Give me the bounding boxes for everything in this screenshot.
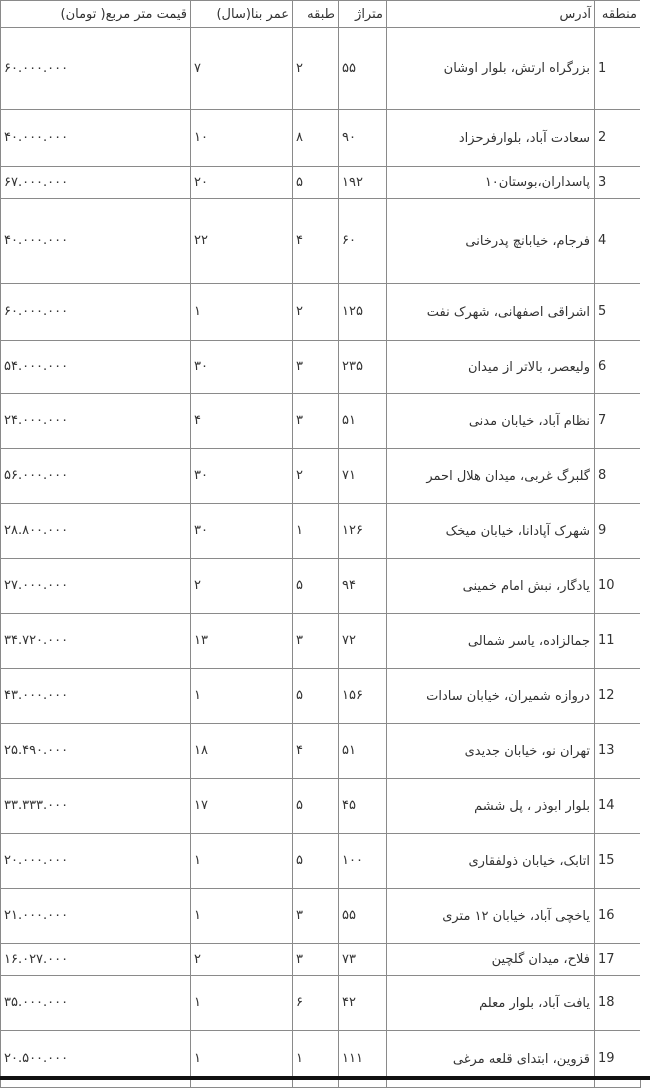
cell-age: ۲ [191,944,293,976]
table-header-row [1,1,641,28]
cell-area: ۱۲۵ [339,284,387,341]
cell-floor: ۲ [293,28,339,110]
cell-price: ۲۵.۴۹۰.۰۰۰ [1,724,191,779]
cell-area: ۵۱ [339,394,387,449]
table-body [1,28,641,1088]
cell-region: 4 [595,199,641,284]
cell-region: 8 [595,449,641,504]
table-row [1,779,641,834]
cell-address: سعادت آباد، بلوارفرحزاد [387,110,595,167]
cell-address: اشراقی اصفهانی، شهرک نفت [387,284,595,341]
cell-age: ۱۸ [191,724,293,779]
cell-area: ۴۲ [339,976,387,1031]
cell-floor: ۱ [293,1031,339,1088]
cell-area: ۱۱۱ [339,1031,387,1088]
cell-floor: ۲ [293,449,339,504]
cell-floor: ۳ [293,614,339,669]
cell-address: یاخچی آباد، خیابان ۱۲ متری [387,889,595,944]
cell-floor: ۲ [293,284,339,341]
cell-floor: ۳ [293,394,339,449]
cell-region: 10 [595,559,641,614]
cell-area: ۱۹۲ [339,167,387,199]
cell-floor: ۴ [293,199,339,284]
cell-floor: ۱ [293,504,339,559]
bottom-border-line [0,1076,650,1080]
cell-area: ۴۵ [339,779,387,834]
cell-age: ۱۳ [191,614,293,669]
table-row [1,167,641,199]
cell-area: ۷۳ [339,944,387,976]
cell-address: دروازه شمیران، خیابان سادات [387,669,595,724]
cell-area: ۷۲ [339,614,387,669]
cell-address: جمالزاده، یاسر شمالی [387,614,595,669]
cell-address: بلوار ابوذر ، پل ششم [387,779,595,834]
cell-region: 5 [595,284,641,341]
cell-price: ۲۷.۰۰۰.۰۰۰ [1,559,191,614]
cell-area: ۲۳۵ [339,341,387,394]
cell-region: 3 [595,167,641,199]
cell-floor: ۳ [293,944,339,976]
table-row [1,944,641,976]
table-row [1,834,641,889]
cell-address: یادگار، نبش امام خمینی [387,559,595,614]
table-row [1,394,641,449]
cell-address: فرجام، خیابانچ پدرخانی [387,199,595,284]
table-row [1,504,641,559]
cell-address: بزرگراه ارتش، بلوار اوشان [387,28,595,110]
table-row [1,284,641,341]
cell-floor: ۳ [293,889,339,944]
header-area: متراژ [339,1,387,28]
cell-area: ۷۱ [339,449,387,504]
cell-address: شهرک آپادانا، خیابان میخک [387,504,595,559]
table-row [1,341,641,394]
cell-age: ۴ [191,394,293,449]
cell-address: یافت آباد، بلوار معلم [387,976,595,1031]
cell-area: ۵۵ [339,889,387,944]
cell-price: ۲۰.۰۰۰.۰۰۰ [1,834,191,889]
cell-price: ۵۶.۰۰۰.۰۰۰ [1,449,191,504]
cell-floor: ۵ [293,669,339,724]
cell-floor: ۵ [293,779,339,834]
cell-region: 7 [595,394,641,449]
table-row [1,559,641,614]
cell-price: ۴۳.۰۰۰.۰۰۰ [1,669,191,724]
table-row [1,976,641,1031]
cell-price: ۳۵.۰۰۰.۰۰۰ [1,976,191,1031]
cell-age: ۷ [191,28,293,110]
cell-price: ۶۰.۰۰۰.۰۰۰ [1,28,191,110]
cell-address: ولیعصر، بالاتر از میدان [387,341,595,394]
table-row [1,614,641,669]
cell-age: ۲۲ [191,199,293,284]
header-region: منطقه [595,1,641,28]
cell-region: 17 [595,944,641,976]
cell-floor: ۵ [293,559,339,614]
cell-floor: ۶ [293,976,339,1031]
cell-floor: ۵ [293,834,339,889]
cell-area: ۱۲۶ [339,504,387,559]
table-row [1,449,641,504]
cell-region: 9 [595,504,641,559]
cell-price: ۱۶.۰۲۷.۰۰۰ [1,944,191,976]
cell-age: ۱۰ [191,110,293,167]
cell-floor: ۳ [293,341,339,394]
table-row [1,199,641,284]
cell-address: گلبرگ غربی، میدان هلال احمر [387,449,595,504]
cell-age: ۲۰ [191,167,293,199]
cell-region: 19 [595,1031,641,1088]
cell-age: ۳۰ [191,504,293,559]
cell-area: ۱۰۰ [339,834,387,889]
cell-area: ۹۰ [339,110,387,167]
cell-area: ۵۵ [339,28,387,110]
table-row [1,28,641,110]
cell-region: 1 [595,28,641,110]
header-floor: طبقه [293,1,339,28]
cell-area: ۶۰ [339,199,387,284]
header-age: عمر بنا(سال) [191,1,293,28]
cell-price: ۶۷.۰۰۰.۰۰۰ [1,167,191,199]
table-row [1,110,641,167]
cell-age: ۳۰ [191,341,293,394]
cell-age: ۳۰ [191,449,293,504]
cell-region: 16 [595,889,641,944]
cell-age: ۱ [191,834,293,889]
cell-price: ۲۴.۰۰۰.۰۰۰ [1,394,191,449]
cell-area: ۱۵۶ [339,669,387,724]
cell-region: 12 [595,669,641,724]
table-row [1,669,641,724]
cell-address: نظام آباد، خیابان مدنی [387,394,595,449]
cell-price: ۴۰.۰۰۰.۰۰۰ [1,199,191,284]
cell-address: تهران نو، خیابان جدیدی [387,724,595,779]
cell-address: فلاح، میدان گلچین [387,944,595,976]
cell-address: پاسداران،بوستان۱۰ [387,167,595,199]
page-right-margin [640,0,650,1080]
cell-region: 18 [595,976,641,1031]
cell-region: 6 [595,341,641,394]
cell-area: ۵۱ [339,724,387,779]
cell-floor: ۸ [293,110,339,167]
cell-age: ۱ [191,284,293,341]
header-price: قیمت متر مربع( تومان) [1,1,191,28]
cell-price: ۲۸.۸۰۰.۰۰۰ [1,504,191,559]
table-row [1,889,641,944]
cell-price: ۳۴.۷۲۰.۰۰۰ [1,614,191,669]
cell-price: ۲۱.۰۰۰.۰۰۰ [1,889,191,944]
cell-age: ۱ [191,1031,293,1088]
cell-address: اتابک، خیابان ذولفقاری [387,834,595,889]
cell-age: ۱ [191,669,293,724]
cell-region: 15 [595,834,641,889]
cell-address: قزوین، ابتدای قلعه مرغی [387,1031,595,1088]
cell-age: ۱ [191,889,293,944]
cell-age: ۲ [191,559,293,614]
cell-floor: ۵ [293,167,339,199]
cell-area: ۹۴ [339,559,387,614]
header-address: آدرس [387,1,595,28]
cell-age: ۱ [191,976,293,1031]
cell-region: 14 [595,779,641,834]
cell-region: 11 [595,614,641,669]
cell-region: 13 [595,724,641,779]
cell-region: 2 [595,110,641,167]
table-row [1,724,641,779]
cell-age: ۱۷ [191,779,293,834]
cell-price: ۴۰.۰۰۰.۰۰۰ [1,110,191,167]
cell-price: ۶۰.۰۰۰.۰۰۰ [1,284,191,341]
cell-floor: ۴ [293,724,339,779]
cell-price: ۵۴.۰۰۰.۰۰۰ [1,341,191,394]
cell-price: ۲۰.۵۰۰.۰۰۰ [1,1031,191,1088]
cell-price: ۳۳.۳۳۳.۰۰۰ [1,779,191,834]
